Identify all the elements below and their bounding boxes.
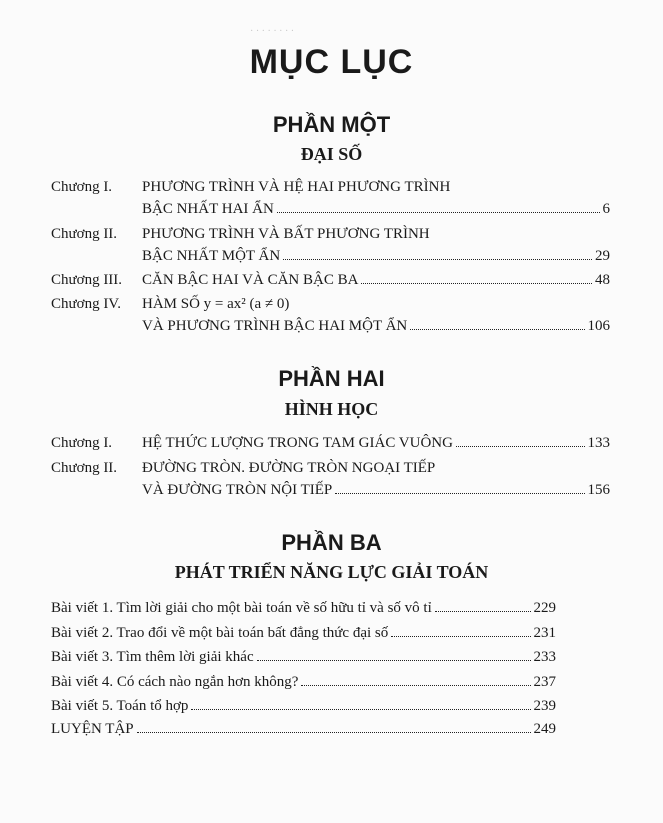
chapter-title-line: BẬC NHẤT MỘT ẨN xyxy=(142,248,281,264)
article-title: Bài viết 4. Có cách nào ngắn hơn không? xyxy=(51,674,299,690)
part-subheading: ĐẠI SỐ xyxy=(300,144,363,164)
chapter-title-line: CĂN BẬC HAI VÀ CĂN BẬC BA xyxy=(142,272,359,288)
chapter-title-line: ĐƯỜNG TRÒN. ĐƯỜNG TRÒN NGOẠI TIẾP xyxy=(142,460,436,476)
page-number: 249 xyxy=(533,721,556,737)
bleed-through-text: · · · · · · · · xyxy=(250,26,295,37)
page-number: 6 xyxy=(602,201,610,217)
chapter-title-line: VÀ ĐƯỜNG TRÒN NỘI TIẾP xyxy=(142,482,333,498)
dot-leader xyxy=(301,671,530,686)
part-heading: PHẦN HAI xyxy=(278,366,385,391)
dot-leader xyxy=(283,245,592,260)
chapter-title-line: HỆ THỨC LƯỢNG TRONG TAM GIÁC VUÔNG xyxy=(142,435,453,451)
chapter-label: Chương II. xyxy=(51,226,118,242)
toc-entry-cont[interactable] xyxy=(47,315,610,337)
page-number: 133 xyxy=(587,435,610,451)
toc-entry[interactable] xyxy=(51,622,556,644)
toc-entry[interactable] xyxy=(47,176,610,198)
toc-entry[interactable] xyxy=(51,597,556,619)
chapter-title-line: VÀ PHƯƠNG TRÌNH BẬC HAI MỘT ẨN xyxy=(142,318,408,334)
page-number: 237 xyxy=(533,674,556,690)
dot-leader xyxy=(277,198,600,213)
part-subheading: PHÁT TRIỂN NĂNG LỰC GIẢI TOÁN xyxy=(174,562,489,582)
toc-entry[interactable] xyxy=(51,646,556,668)
part-heading: PHẦN BA xyxy=(281,530,382,555)
page-number: 48 xyxy=(595,272,610,288)
page-number: 231 xyxy=(533,625,556,641)
chapter-label: Chương III. xyxy=(51,272,123,288)
article-title: Bài viết 2. Trao đổi về một bài toán bất đẳng thức đại số xyxy=(51,625,389,641)
chapter-label: Chương I. xyxy=(51,179,113,195)
toc-entry[interactable] xyxy=(47,269,610,291)
chapter-title-line: HÀM SỐ y = ax² (a ≠ 0) xyxy=(142,296,290,312)
part-subheading: HÌNH HỌC xyxy=(284,399,379,419)
page-title: MỤC LỤC xyxy=(0,43,663,82)
dot-leader xyxy=(137,718,531,733)
part-heading: PHẦN MỘT xyxy=(272,112,391,137)
page-number: 233 xyxy=(533,649,556,665)
toc-entry-cont[interactable] xyxy=(47,245,610,267)
toc-entry[interactable] xyxy=(51,695,556,717)
dot-leader xyxy=(191,695,530,710)
page-number: 229 xyxy=(533,600,556,616)
page-number: 29 xyxy=(595,248,610,264)
dot-leader xyxy=(361,269,592,284)
article-title: Bài viết 5. Toán tổ hợp xyxy=(51,698,189,714)
page-number: 156 xyxy=(587,482,610,498)
chapter-title-line: PHƯƠNG TRÌNH VÀ HỆ HAI PHƯƠNG TRÌNH xyxy=(142,179,451,195)
article-title: LUYỆN TẬP xyxy=(51,721,134,737)
article-title: Bài viết 3. Tìm thêm lời giải khác xyxy=(51,649,254,665)
toc-entry[interactable] xyxy=(47,432,610,454)
toc-entry-cont[interactable] xyxy=(47,479,610,501)
chapter-title-line: PHƯƠNG TRÌNH VÀ BẤT PHƯƠNG TRÌNH xyxy=(142,226,430,242)
chapter-label: Chương IV. xyxy=(51,296,121,312)
dot-leader xyxy=(456,432,585,447)
page-number: 239 xyxy=(533,698,556,714)
toc-entry[interactable] xyxy=(47,457,610,479)
toc-entry[interactable] xyxy=(47,223,610,245)
toc-entry-cont[interactable] xyxy=(47,198,610,220)
toc-entry[interactable] xyxy=(47,293,610,315)
dot-leader xyxy=(410,315,584,330)
toc-entry[interactable] xyxy=(51,671,556,693)
chapter-label: Chương II. xyxy=(51,460,118,476)
page-number: 106 xyxy=(587,318,610,334)
dot-leader xyxy=(435,597,531,612)
dot-leader xyxy=(257,646,531,661)
chapter-label: Chương I. xyxy=(51,435,113,451)
toc-entry[interactable] xyxy=(51,718,556,740)
dot-leader xyxy=(335,479,584,494)
chapter-title-line: BẬC NHẤT HAI ẨN xyxy=(142,201,274,217)
dot-leader xyxy=(391,622,530,637)
article-title: Bài viết 1. Tìm lời giải cho một bài toán về số hữu tỉ và số vô tỉ xyxy=(51,600,432,616)
